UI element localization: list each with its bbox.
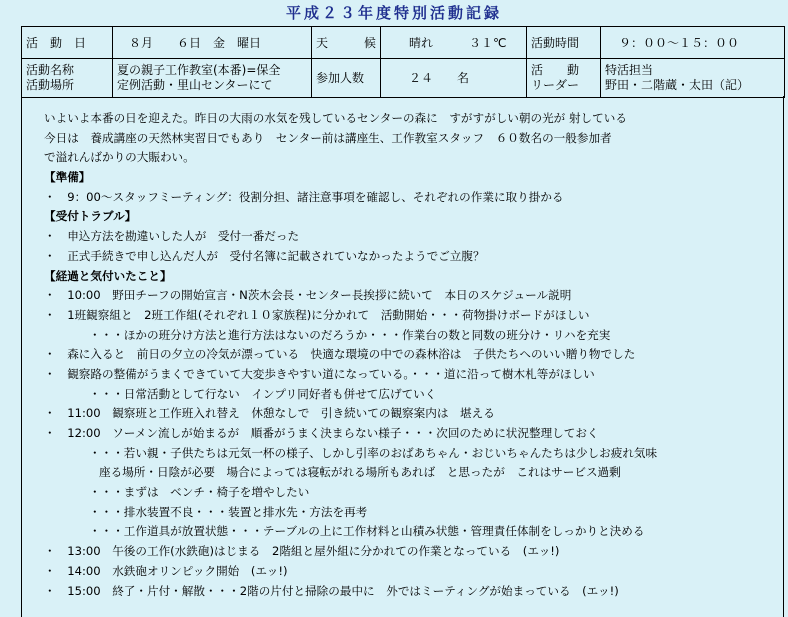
leader-label-1: 活 動 [531,63,580,77]
list-subitem: ・・・日常活動として行ない インプリ同好者も併せて広げていく [89,386,437,401]
leader-value-1: 特活担当 [605,63,654,77]
list-item: ・ 13:00 午後の工作(水鉄砲)はじまる 2階組と屋外組に分かれての作業となっている (エッ!) [44,544,560,559]
participants-value: ２４ 名 [381,59,527,98]
weather-value: 晴れ ３１℃ [381,27,527,59]
weather-label: 天 候 [312,27,381,59]
list-item: ・ 観察路の整備がうまくできていて大変歩きやすい道になっている。・・・道に沿って樹木札等がほしい [44,366,595,381]
section-heading-preparation: 【準備】 [44,170,91,185]
list-subitem: ・・・まずは ベンチ・椅子を増やしたい [89,485,310,500]
activity-name-value [113,59,312,98]
date-label: 活 動 日 [22,27,113,59]
activity-name-value-2: 定例活動・里山センターにて [117,78,273,92]
list-item: ・ 森に入ると 前日の夕立の冷気が漂っている 快適な環境の中での森林浴は 子供たちへのいい贈り物でした [44,347,636,362]
list-subitem: 座る場所・日陰が必要 場合によっては寝転がれる場所もあれば と思ったが これはサービス過剰 [99,465,621,480]
list-item: ・ 申込方法を勘違いした人が 受付一番だった [44,229,300,244]
section-heading-reception: 【受付トラブル】 [44,209,137,224]
participants-label: 参加人数 [312,59,381,98]
list-subitem: ・・・ほかの班分け方法と進行方法はないのだろうか・・・作業台の数と同数の班分け・リハを充実 [89,327,611,342]
time-value: ９：００～１５：００ [601,27,785,59]
activity-name-label [22,59,113,98]
list-item: ・ 15:00 終了・片付・解散・・・2階の片付と掃除の最中に 外ではミーティングが始まっている (エッ!) [44,583,619,598]
list-item: ・ 正式手続きで申し込んだ人が 受付名簿に記載されていなかったようでご立腹？ [44,248,485,263]
leader-value [601,59,785,98]
list-subitem: ・・・排水装置不良・・・装置と排水先・方法を再考 [89,504,368,519]
activity-name-label-1: 活動名称 [26,63,75,77]
list-item: ・ 12:00 ソーメン流しが始まるが 順番がうまく決まらない様子・・・次回のために状況整理しておく [44,426,599,440]
activity-name-value-1: 夏の親子工作教室(本番)=保全 [117,63,281,77]
section-heading-progress: 【経過と気付いたこと】 [44,268,172,283]
intro-line-3: で溢れんばかりの大賑わい。 [44,150,195,165]
intro-line-1: いよいよ本番の日を迎えた。昨日の大雨の水気を残しているセンターの森に すがすがしい朝の光が 射している [44,111,627,125]
list-item: ・ 9：00～スタッフミーティング：役割分担、諸注意事項を確認し、それぞれの作業に取り掛かる [44,189,564,204]
leader-value-2: 野田・二階蔵・太田（記） [605,78,750,92]
info-table [21,26,785,98]
page-title: 平成２３年度特別活動記録 [285,4,502,22]
list-item: ・ 14:00 水鉄砲オリンピック開始 (エッ!) [44,563,288,578]
time-label: 活動時間 [527,27,601,59]
intro-line-2: 今日は 養成講座の天然林実習日でもあり センター前は講座生、工作教室スタッフ ６０数名の一般参加者 [44,130,612,145]
leader-label [527,59,601,98]
list-subitem: ・・・工作道具が放置状態・・・テーブルの上に工作材料と山積み状態・管理責任体制をしっかりと決める [89,524,645,539]
list-item: ・ 11:00 観察班と工作班入れ替え 休憩なしで 引き続いての観察案内は 堪える [44,406,495,421]
list-item: ・ 10:00 野田チーフの開始宣言・N茨木会長・センター長挨拶に続いて 本日のスケジュール説明 [44,288,572,303]
report-body [21,96,784,617]
leader-label-2: リーダー [531,78,580,92]
report-lines [44,109,764,601]
date-value: ８月 ６日 金 曜日 [113,27,312,59]
list-item: ・ 1班観察組と 2班工作組(それぞれ１０家族程)に分かれて 活動開始・・・荷物掛けボードがほしい [44,307,590,322]
list-subitem: ・・・若い親・子供たちは元気一杯の様子、しかし引率のおばあちゃん・おじいちゃんたちは少しお疲れ気味 [89,445,658,460]
activity-name-label-2: 活動場所 [26,78,75,92]
